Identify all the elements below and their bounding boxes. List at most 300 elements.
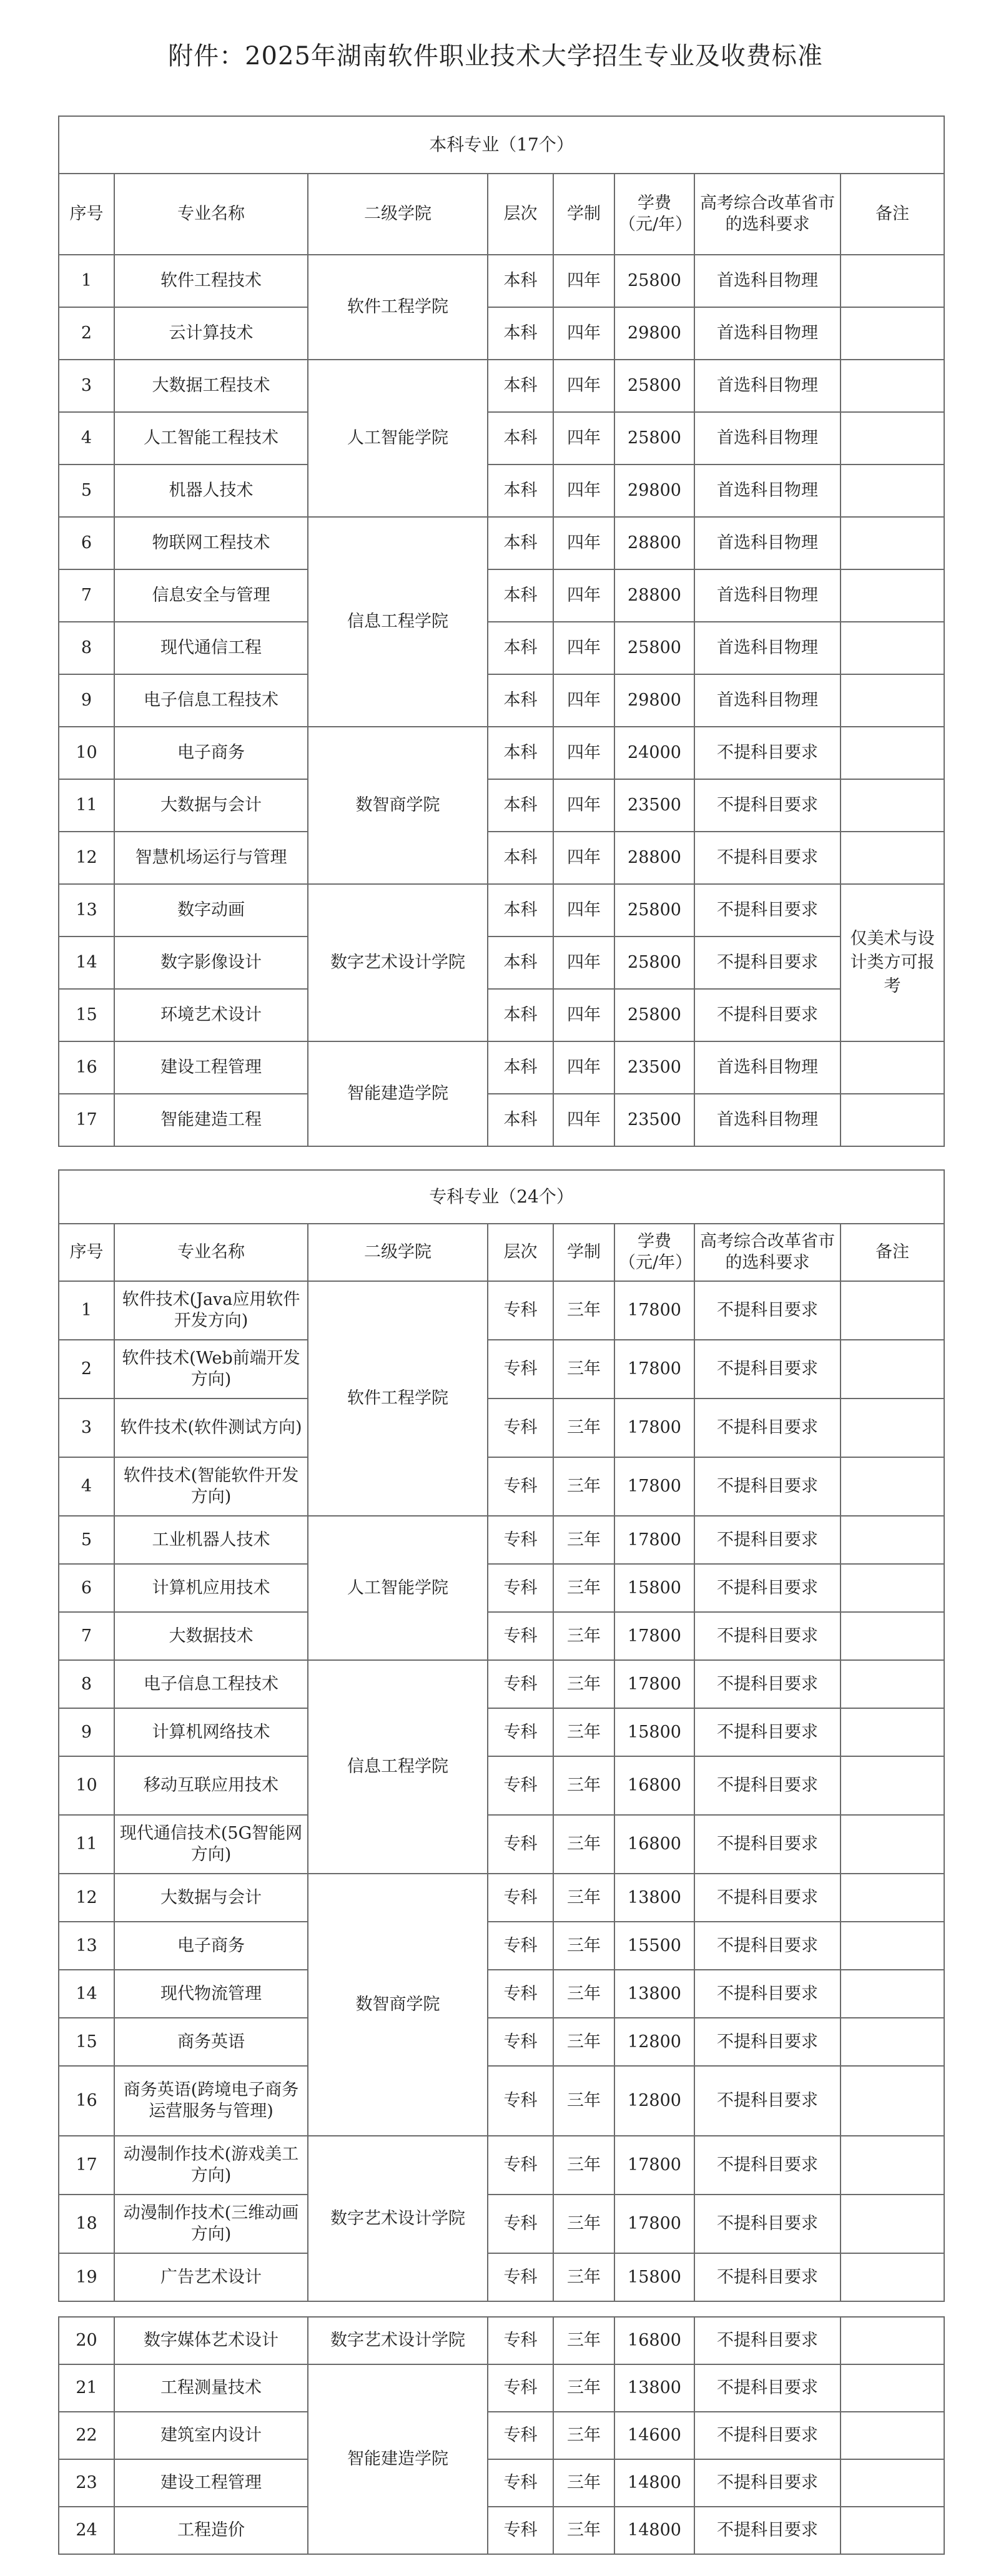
level: 本科 bbox=[488, 255, 553, 307]
duration: 四年 bbox=[553, 360, 614, 412]
table-row bbox=[59, 622, 944, 674]
remark bbox=[841, 360, 944, 412]
subject-requirement: 不提科目要求 bbox=[694, 1708, 841, 1756]
header-duration: 学制 bbox=[553, 174, 614, 255]
header-row bbox=[59, 174, 944, 255]
remark bbox=[841, 1340, 944, 1399]
level: 专科 bbox=[488, 2136, 553, 2195]
duration: 三年 bbox=[553, 2018, 614, 2066]
college-name: 数字艺术设计学院 bbox=[308, 2136, 488, 2301]
remark bbox=[841, 307, 944, 360]
level: 专科 bbox=[488, 2066, 553, 2136]
level: 专科 bbox=[488, 2317, 553, 2364]
level: 专科 bbox=[488, 2195, 553, 2253]
major-name: 电子信息工程技术 bbox=[114, 674, 308, 727]
subject-requirement: 首选科目物理 bbox=[694, 465, 841, 517]
remark bbox=[841, 1041, 944, 1094]
table-row bbox=[59, 1708, 944, 1756]
tuition-fee: 28800 bbox=[614, 832, 694, 884]
duration: 四年 bbox=[553, 674, 614, 727]
remark bbox=[841, 1457, 944, 1516]
subject-requirement: 不提科目要求 bbox=[694, 2412, 841, 2459]
subject-requirement: 首选科目物理 bbox=[694, 622, 841, 674]
college-name: 信息工程学院 bbox=[308, 517, 488, 727]
subject-requirement: 首选科目物理 bbox=[694, 1041, 841, 1094]
tuition-fee: 15500 bbox=[614, 1922, 694, 1970]
remark bbox=[841, 727, 944, 779]
row-index: 9 bbox=[59, 674, 114, 727]
undergrad-section-header bbox=[59, 116, 944, 174]
remark: 仅美术与设计类方可报考 bbox=[841, 884, 944, 1041]
major-name: 数字动画 bbox=[114, 884, 308, 937]
subject-requirement: 首选科目物理 bbox=[694, 517, 841, 569]
header-fee: 学费（元/年） bbox=[614, 1224, 694, 1281]
row-index: 3 bbox=[59, 360, 114, 412]
row-index: 15 bbox=[59, 989, 114, 1041]
remark bbox=[841, 1612, 944, 1660]
duration: 四年 bbox=[553, 937, 614, 989]
college-name: 智能建造学院 bbox=[308, 2364, 488, 2554]
table-row bbox=[59, 674, 944, 727]
remark bbox=[841, 1708, 944, 1756]
subject-requirement: 不提科目要求 bbox=[694, 2195, 841, 2253]
duration: 四年 bbox=[553, 989, 614, 1041]
major-name: 云计算技术 bbox=[114, 307, 308, 360]
subject-requirement: 不提科目要求 bbox=[694, 2507, 841, 2554]
vocational-table-continued bbox=[58, 2316, 945, 2555]
duration: 三年 bbox=[553, 2066, 614, 2136]
major-name: 现代通信工程 bbox=[114, 622, 308, 674]
row-index: 12 bbox=[59, 832, 114, 884]
level: 本科 bbox=[488, 727, 553, 779]
level: 专科 bbox=[488, 2018, 553, 2066]
major-name: 计算机网络技术 bbox=[114, 1708, 308, 1756]
remark bbox=[841, 1281, 944, 1340]
row-index: 8 bbox=[59, 1660, 114, 1708]
major-name: 电子商务 bbox=[114, 1922, 308, 1970]
table-row bbox=[59, 2317, 944, 2364]
level: 本科 bbox=[488, 674, 553, 727]
remark bbox=[841, 517, 944, 569]
duration: 三年 bbox=[553, 1564, 614, 1612]
duration: 三年 bbox=[553, 2136, 614, 2195]
subject-requirement: 首选科目物理 bbox=[694, 674, 841, 727]
major-name: 数字影像设计 bbox=[114, 937, 308, 989]
tuition-fee: 23500 bbox=[614, 1094, 694, 1146]
header-requirement: 高考综合改革省市的选科要求 bbox=[694, 1224, 841, 1281]
table-row bbox=[59, 1094, 944, 1146]
subject-requirement: 不提科目要求 bbox=[694, 1516, 841, 1564]
header-level: 层次 bbox=[488, 174, 553, 255]
table-row bbox=[59, 2253, 944, 2301]
duration: 三年 bbox=[553, 2195, 614, 2253]
major-name: 电子信息工程技术 bbox=[114, 1660, 308, 1708]
table-row bbox=[59, 1564, 944, 1612]
level: 专科 bbox=[488, 1457, 553, 1516]
tuition-fee: 24000 bbox=[614, 727, 694, 779]
row-index: 7 bbox=[59, 569, 114, 622]
tuition-fee: 14800 bbox=[614, 2507, 694, 2554]
row-index: 11 bbox=[59, 1815, 114, 1874]
tuition-fee: 29800 bbox=[614, 674, 694, 727]
remark bbox=[841, 1874, 944, 1922]
table-row bbox=[59, 1756, 944, 1815]
tuition-fee: 29800 bbox=[614, 465, 694, 517]
subject-requirement: 不提科目要求 bbox=[694, 2136, 841, 2195]
subject-requirement: 不提科目要求 bbox=[694, 727, 841, 779]
row-index: 17 bbox=[59, 2136, 114, 2195]
major-name: 工业机器人技术 bbox=[114, 1516, 308, 1564]
tuition-fee: 17800 bbox=[614, 2136, 694, 2195]
tuition-fee: 17800 bbox=[614, 1457, 694, 1516]
major-name: 商务英语 bbox=[114, 2018, 308, 2066]
duration: 四年 bbox=[553, 517, 614, 569]
header-fee: 学费（元/年） bbox=[614, 174, 694, 255]
remark bbox=[841, 1516, 944, 1564]
duration: 四年 bbox=[553, 569, 614, 622]
level: 本科 bbox=[488, 569, 553, 622]
subject-requirement: 不提科目要求 bbox=[694, 937, 841, 989]
table-row bbox=[59, 465, 944, 517]
subject-requirement: 不提科目要求 bbox=[694, 1756, 841, 1815]
table-row bbox=[59, 1457, 944, 1516]
row-index: 17 bbox=[59, 1094, 114, 1146]
row-index: 4 bbox=[59, 412, 114, 465]
level: 本科 bbox=[488, 884, 553, 937]
tuition-fee: 13800 bbox=[614, 1970, 694, 2018]
header-requirement: 高考综合改革省市的选科要求 bbox=[694, 174, 841, 255]
subject-requirement: 首选科目物理 bbox=[694, 1094, 841, 1146]
duration: 四年 bbox=[553, 779, 614, 832]
level: 专科 bbox=[488, 1922, 553, 1970]
table-row bbox=[59, 2066, 944, 2136]
subject-requirement: 不提科目要求 bbox=[694, 1457, 841, 1516]
table-row bbox=[59, 1281, 944, 1340]
duration: 四年 bbox=[553, 622, 614, 674]
table-row bbox=[59, 1874, 944, 1922]
major-name: 软件技术(Web前端开发方向) bbox=[114, 1340, 308, 1399]
remark bbox=[841, 622, 944, 674]
row-index: 7 bbox=[59, 1612, 114, 1660]
row-index: 18 bbox=[59, 2195, 114, 2253]
major-name: 机器人技术 bbox=[114, 465, 308, 517]
table-row bbox=[59, 779, 944, 832]
table-row bbox=[59, 832, 944, 884]
row-index: 1 bbox=[59, 1281, 114, 1340]
tuition-fee: 14600 bbox=[614, 2412, 694, 2459]
row-index: 21 bbox=[59, 2364, 114, 2412]
row-index: 2 bbox=[59, 307, 114, 360]
subject-requirement: 不提科目要求 bbox=[694, 1564, 841, 1612]
duration: 三年 bbox=[553, 1399, 614, 1457]
major-name: 大数据技术 bbox=[114, 1612, 308, 1660]
remark bbox=[841, 2412, 944, 2459]
duration: 四年 bbox=[553, 832, 614, 884]
subject-requirement: 不提科目要求 bbox=[694, 1399, 841, 1457]
table-row bbox=[59, 727, 944, 779]
level: 专科 bbox=[488, 2412, 553, 2459]
subject-requirement: 不提科目要求 bbox=[694, 989, 841, 1041]
level: 专科 bbox=[488, 1708, 553, 1756]
remark bbox=[841, 2253, 944, 2301]
remark bbox=[841, 674, 944, 727]
row-index: 14 bbox=[59, 937, 114, 989]
level: 专科 bbox=[488, 1399, 553, 1457]
college-name: 人工智能学院 bbox=[308, 1516, 488, 1660]
duration: 三年 bbox=[553, 1340, 614, 1399]
row-index: 16 bbox=[59, 2066, 114, 2136]
remark bbox=[841, 1970, 944, 2018]
remark bbox=[841, 2018, 944, 2066]
major-name: 软件技术(Java应用软件开发方向) bbox=[114, 1281, 308, 1340]
row-index: 14 bbox=[59, 1970, 114, 2018]
table-row bbox=[59, 989, 944, 1041]
tuition-fee: 13800 bbox=[614, 1874, 694, 1922]
subject-requirement: 不提科目要求 bbox=[694, 1922, 841, 1970]
duration: 四年 bbox=[553, 255, 614, 307]
duration: 三年 bbox=[553, 1970, 614, 2018]
level: 专科 bbox=[488, 2364, 553, 2412]
row-index: 15 bbox=[59, 2018, 114, 2066]
row-index: 8 bbox=[59, 622, 114, 674]
college-name: 数智商学院 bbox=[308, 1874, 488, 2136]
tuition-fee: 25800 bbox=[614, 360, 694, 412]
major-name: 人工智能工程技术 bbox=[114, 412, 308, 465]
subject-requirement: 不提科目要求 bbox=[694, 2317, 841, 2364]
header-row bbox=[59, 1224, 944, 1281]
row-index: 22 bbox=[59, 2412, 114, 2459]
remark bbox=[841, 1815, 944, 1874]
tuition-fee: 25800 bbox=[614, 412, 694, 465]
remark bbox=[841, 465, 944, 517]
level: 专科 bbox=[488, 1756, 553, 1815]
college-name: 智能建造学院 bbox=[308, 1041, 488, 1146]
level: 本科 bbox=[488, 937, 553, 989]
remark bbox=[841, 1660, 944, 1708]
college-name: 人工智能学院 bbox=[308, 360, 488, 517]
level: 专科 bbox=[488, 1516, 553, 1564]
table-row bbox=[59, 517, 944, 569]
table-row bbox=[59, 412, 944, 465]
remark bbox=[841, 1399, 944, 1457]
subject-requirement: 不提科目要求 bbox=[694, 1815, 841, 1874]
table-row bbox=[59, 1970, 944, 2018]
subject-requirement: 不提科目要求 bbox=[694, 1970, 841, 2018]
level: 专科 bbox=[488, 2507, 553, 2554]
section-title: 专科专业（24个） bbox=[59, 1170, 944, 1224]
subject-requirement: 不提科目要求 bbox=[694, 1660, 841, 1708]
subject-requirement: 不提科目要求 bbox=[694, 2018, 841, 2066]
remark bbox=[841, 1756, 944, 1815]
level: 专科 bbox=[488, 2459, 553, 2507]
major-name: 大数据工程技术 bbox=[114, 360, 308, 412]
major-name: 数字媒体艺术设计 bbox=[114, 2317, 308, 2364]
remark bbox=[841, 779, 944, 832]
table-row bbox=[59, 569, 944, 622]
level: 本科 bbox=[488, 779, 553, 832]
table-row bbox=[59, 2412, 944, 2459]
duration: 三年 bbox=[553, 1708, 614, 1756]
table-row bbox=[59, 1660, 944, 1708]
table-row bbox=[59, 884, 944, 937]
tuition-fee: 13800 bbox=[614, 2364, 694, 2412]
major-name: 广告艺术设计 bbox=[114, 2253, 308, 2301]
table-row bbox=[59, 2195, 944, 2253]
major-name: 智慧机场运行与管理 bbox=[114, 832, 308, 884]
subject-requirement: 不提科目要求 bbox=[694, 2253, 841, 2301]
duration: 四年 bbox=[553, 727, 614, 779]
tuition-fee: 15800 bbox=[614, 1708, 694, 1756]
header-college: 二级学院 bbox=[308, 1224, 488, 1281]
duration: 三年 bbox=[553, 2507, 614, 2554]
subject-requirement: 首选科目物理 bbox=[694, 412, 841, 465]
header-remark: 备注 bbox=[841, 174, 944, 255]
major-name: 移动互联应用技术 bbox=[114, 1756, 308, 1815]
remark bbox=[841, 2459, 944, 2507]
subject-requirement: 不提科目要求 bbox=[694, 832, 841, 884]
level: 本科 bbox=[488, 360, 553, 412]
remark bbox=[841, 1564, 944, 1612]
duration: 四年 bbox=[553, 465, 614, 517]
row-index: 3 bbox=[59, 1399, 114, 1457]
college-name: 数字艺术设计学院 bbox=[308, 884, 488, 1041]
table-row bbox=[59, 1815, 944, 1874]
duration: 三年 bbox=[553, 1457, 614, 1516]
header-duration: 学制 bbox=[553, 1224, 614, 1281]
level: 专科 bbox=[488, 1281, 553, 1340]
duration: 三年 bbox=[553, 1922, 614, 1970]
undergrad-table bbox=[58, 116, 945, 1147]
remark bbox=[841, 569, 944, 622]
tuition-fee: 28800 bbox=[614, 569, 694, 622]
tuition-fee: 17800 bbox=[614, 1612, 694, 1660]
remark bbox=[841, 1094, 944, 1146]
tuition-fee: 28800 bbox=[614, 517, 694, 569]
section-title: 本科专业（17个） bbox=[59, 116, 944, 174]
subject-requirement: 不提科目要求 bbox=[694, 1340, 841, 1399]
subject-requirement: 首选科目物理 bbox=[694, 255, 841, 307]
major-name: 现代通信技术(5G智能网方向) bbox=[114, 1815, 308, 1874]
row-index: 2 bbox=[59, 1340, 114, 1399]
major-name: 智能建造工程 bbox=[114, 1094, 308, 1146]
major-name: 软件工程技术 bbox=[114, 255, 308, 307]
duration: 三年 bbox=[553, 2412, 614, 2459]
duration: 四年 bbox=[553, 1041, 614, 1094]
remark bbox=[841, 2195, 944, 2253]
subject-requirement: 首选科目物理 bbox=[694, 569, 841, 622]
duration: 四年 bbox=[553, 412, 614, 465]
duration: 三年 bbox=[553, 1874, 614, 1922]
tuition-fee: 17800 bbox=[614, 2195, 694, 2253]
subject-requirement: 不提科目要求 bbox=[694, 779, 841, 832]
tuition-fee: 17800 bbox=[614, 1281, 694, 1340]
duration: 三年 bbox=[553, 1612, 614, 1660]
major-name: 信息安全与管理 bbox=[114, 569, 308, 622]
row-index: 6 bbox=[59, 1564, 114, 1612]
level: 专科 bbox=[488, 1660, 553, 1708]
level: 本科 bbox=[488, 1094, 553, 1146]
tuition-fee: 23500 bbox=[614, 779, 694, 832]
duration: 三年 bbox=[553, 1660, 614, 1708]
remark bbox=[841, 832, 944, 884]
row-index: 13 bbox=[59, 884, 114, 937]
table-row bbox=[59, 1399, 944, 1457]
level: 本科 bbox=[488, 307, 553, 360]
header-remark: 备注 bbox=[841, 1224, 944, 1281]
college-name: 软件工程学院 bbox=[308, 255, 488, 360]
remark bbox=[841, 412, 944, 465]
college-name: 数字艺术设计学院 bbox=[308, 2317, 488, 2364]
remark bbox=[841, 2317, 944, 2364]
major-name: 物联网工程技术 bbox=[114, 517, 308, 569]
table-row bbox=[59, 2364, 944, 2412]
tuition-fee: 25800 bbox=[614, 255, 694, 307]
tuition-fee: 15800 bbox=[614, 1564, 694, 1612]
table-row bbox=[59, 360, 944, 412]
subject-requirement: 不提科目要求 bbox=[694, 2459, 841, 2507]
tuition-fee: 15800 bbox=[614, 2253, 694, 2301]
tuition-fee: 16800 bbox=[614, 1815, 694, 1874]
major-name: 动漫制作技术(游戏美工方向) bbox=[114, 2136, 308, 2195]
row-index: 10 bbox=[59, 1756, 114, 1815]
level: 本科 bbox=[488, 517, 553, 569]
major-name: 工程测量技术 bbox=[114, 2364, 308, 2412]
tuition-fee: 16800 bbox=[614, 1756, 694, 1815]
tuition-fee: 12800 bbox=[614, 2066, 694, 2136]
table-row bbox=[59, 2018, 944, 2066]
row-index: 23 bbox=[59, 2459, 114, 2507]
table-row bbox=[59, 937, 944, 989]
level: 专科 bbox=[488, 1340, 553, 1399]
table-row bbox=[59, 2136, 944, 2195]
duration: 四年 bbox=[553, 884, 614, 937]
duration: 三年 bbox=[553, 1756, 614, 1815]
row-index: 20 bbox=[59, 2317, 114, 2364]
header-index: 序号 bbox=[59, 174, 114, 255]
college-name: 软件工程学院 bbox=[308, 1281, 488, 1516]
table-row bbox=[59, 1340, 944, 1399]
tuition-fee: 14800 bbox=[614, 2459, 694, 2507]
vocational-section-header bbox=[59, 1170, 944, 1224]
duration: 三年 bbox=[553, 1281, 614, 1340]
tuition-fee: 25800 bbox=[614, 937, 694, 989]
level: 专科 bbox=[488, 1564, 553, 1612]
row-index: 6 bbox=[59, 517, 114, 569]
remark bbox=[841, 2066, 944, 2136]
subject-requirement: 不提科目要求 bbox=[694, 1612, 841, 1660]
row-index: 4 bbox=[59, 1457, 114, 1516]
row-index: 1 bbox=[59, 255, 114, 307]
major-name: 大数据与会计 bbox=[114, 779, 308, 832]
row-index: 24 bbox=[59, 2507, 114, 2554]
level: 本科 bbox=[488, 1041, 553, 1094]
tuition-fee: 17800 bbox=[614, 1340, 694, 1399]
row-index: 11 bbox=[59, 779, 114, 832]
subject-requirement: 不提科目要求 bbox=[694, 1874, 841, 1922]
level: 专科 bbox=[488, 1874, 553, 1922]
table-row bbox=[59, 1516, 944, 1564]
major-name: 现代物流管理 bbox=[114, 1970, 308, 2018]
row-index: 5 bbox=[59, 1516, 114, 1564]
subject-requirement: 不提科目要求 bbox=[694, 1281, 841, 1340]
remark bbox=[841, 2136, 944, 2195]
remark bbox=[841, 2364, 944, 2412]
table-row bbox=[59, 2459, 944, 2507]
remark bbox=[841, 1922, 944, 1970]
major-name: 建设工程管理 bbox=[114, 2459, 308, 2507]
duration: 三年 bbox=[553, 2459, 614, 2507]
row-index: 5 bbox=[59, 465, 114, 517]
